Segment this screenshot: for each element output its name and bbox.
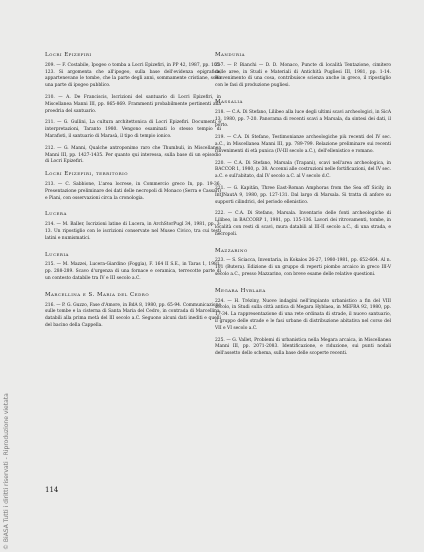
bibliography-entry: 221. — G. Kapitän, Three East-Roman Amphoras from the Sea off Sicily, in IntJNautA 9, 1980, pp. 127-131. Dal largo di Marsala. Si tratta di anfore su supporti cilindrici, del periodo ellenistico.: [215, 185, 391, 205]
bibliography-entry: 225. — G. Vallet, Problemi di urbanistica nella Megara arcaica, in Miscellanea Manni III, pp. 2071-2083. Identificazione, e riduzione, sui punti nodali dell'assetto dello schema, sulla base delle scoperte recenti.: [215, 337, 391, 357]
bibliography-entry: 210. — A. De Franciscis, Iscrizioni del santuario di Locri Epizefiri, in Miscellanea Manni III, pp. 865-869. Frammenti probabilmente pertinenti alla proedria del santuario.: [45, 94, 221, 114]
bibliography-entry: 214. — M. Baller, Iscrizioni latine di Lucera, in ArchStorPugl 34, 1981, pp. 3-13. Un ripostiglio con le iscrizioni conservate nel Museo Civico, tra cui testi latini e numismatici.: [45, 222, 221, 241]
section-heading: Megara Hyblaea: [215, 287, 266, 294]
bibliography-entry: 218. — C.A. Di Stefano, Lilibeo alla luce degli ultimi scavi archeologici, in SicA 13, 1980, pp. 7-20. Panorama di recenti scavi a Marsala, da sintesi dei dati, il porto.: [215, 109, 391, 129]
section-heading: Luceria: [45, 251, 69, 258]
right-column: [215, 52, 391, 363]
bibliography-entry: 209. — F. Costabile, Ipogeo o tomba a Locri Epizefiri, in PP 42, 1987, pp. 105-123. Si argomenta che all'ipogeo, sulla base dell'evidenza epigrafica, appartenevano le tombe, che la parte degli anni, sommamente cristiane, sono una parte di ipogeo pubblico.: [45, 62, 221, 89]
bibliography-entry: 222. — C.A. Di Stefano, Marsala. Inventario delle fonti archeologiche di Lilibeo, in BACCORP 1, 1981, pp. 135-136. Lavori dei ritrovamenti, tombe, in località con resti di scavi, mura databili al III-II secolo a.C., di una strada, e necropoli.: [215, 211, 391, 237]
section-heading: Mazzarino: [215, 247, 248, 254]
section-heading: Manduria: [215, 52, 245, 58]
bibliography-entry: 216. — P. G. Guzzo, Fase d'Amore, in BdA 8, 1980, pp. 65-94. Communicazione sulle tombe e la cisterna di Santa Maria del Cedro, in contrada di Marcellina, databili alla prima metà del III secolo a.C. Seguono alcuni dati inediti e quelli del bacino della Cappella.: [45, 302, 221, 328]
watermark-text: © BiASA Tutti i diritti riservati - Riproduzione vietata: [3, 393, 10, 550]
copyright-watermark: [2, 300, 12, 550]
bibliography-entry: 220. — C.A. Di Stefano, Marsala (Trapani), scavi nell'area archeologica, in BACCOR 1, 1980, p. 38. Accenni alle costruzioni nelle fortificazioni, del IV sec. a.C. e sull'abitato, dal IV secolo a.C. al V secolo d.C.: [215, 160, 391, 180]
section-heading: Locri Epizefiri, territorio: [45, 171, 129, 178]
section-heading: Massalia: [215, 98, 243, 105]
section-heading: Marcellina e S. Maria del Cedro: [45, 291, 150, 298]
bibliography-entry: 217. — P. Bianchi — D. D. Monaco, Puncte di località Tentazione, cimitero delle aree, in Studi e Materiali di Antichità Pugliesi III, 1981, pp. 1-14. Rinvenimento di una cosa, contribuisce scienza anche in greco, il ripostiglio con le fasi di produzione pugliesi.: [215, 62, 391, 89]
bibliography-entry: 215. — M. Mazzei, Lucera-Giardino (Foggia), F. 164 II S.E., in Taras 1, 1981, pp. 288-289. Scavo d'urgenza di una fornace e ceramica, terrecotte parte di un contesto databile tra IV e III secolo a.C.: [45, 262, 221, 281]
bibliography-entry: 213. — C. Sabbione, L'area locrese, in Commercio greco In, pp. 19-36. Presentazione preliminare dei dati delle necropoli di Monaco (Serra e Cassari) e Piani, con osservazioni circa la cronologia.: [45, 181, 221, 201]
bibliography-entry: 219. — C.A. Di Stefano, Testimonianze archeologiche più recenti del IV sec. a.C., in Miscellanea Manni III, pp. 789-799. Relazione preliminare sui recenti rinvenimenti di età punica (IV-III secolo a.C.), dell'ellenistico e romano.: [215, 135, 391, 154]
section-heading: Lucera: [45, 211, 67, 218]
page-number: 114: [45, 486, 59, 494]
left-column: [45, 52, 221, 335]
section-heading: Locri Epizefiri: [45, 52, 92, 58]
bibliography-entry: 211. — G. Gullini, La cultura architettonica di Locri Epizefiri. Documenti e interpretazioni, Taranto 1980. Vengono esaminati lo stesso tempio di Marafioti, il santuario di Marasà, il tipo di tempio ionico.: [45, 120, 221, 139]
bibliography-entry: 223. — S. Sciacca, Inventaria, in Kokalos 26-27, 1980-1981, pp. 652-664. Al n. 101 (Butera). Edizione di un gruppo di reperti piombo arcaico in greco III-V secolo a.C., presso Mazzarino, con breve esame delle relative questioni.: [215, 258, 391, 277]
bibliography-entry: 212. — G. Manni, Qualche antroponimo raro che Thumbuli, in Miscellanea Manni III, pp. 1427-1435. Per quanto qui interessa, sulla base di un episodio di Locri Epizefiri.: [45, 145, 221, 165]
bibliography-entry: 224. — H. Tréziny, Nuove indagini nell'impianto urbanistico a fin del VIII secolo, in Studi sulla città antica di Megara Hyblaea, in MEFRA 92, 1980, pp. 17-34. La rappresentazione di una rete ordinata di strade, il nuovo santuario, il gruppo delle strade e le fasi urbane di distribuzione abitativa nel corso del VII e VI secolo a.C.: [215, 298, 391, 331]
